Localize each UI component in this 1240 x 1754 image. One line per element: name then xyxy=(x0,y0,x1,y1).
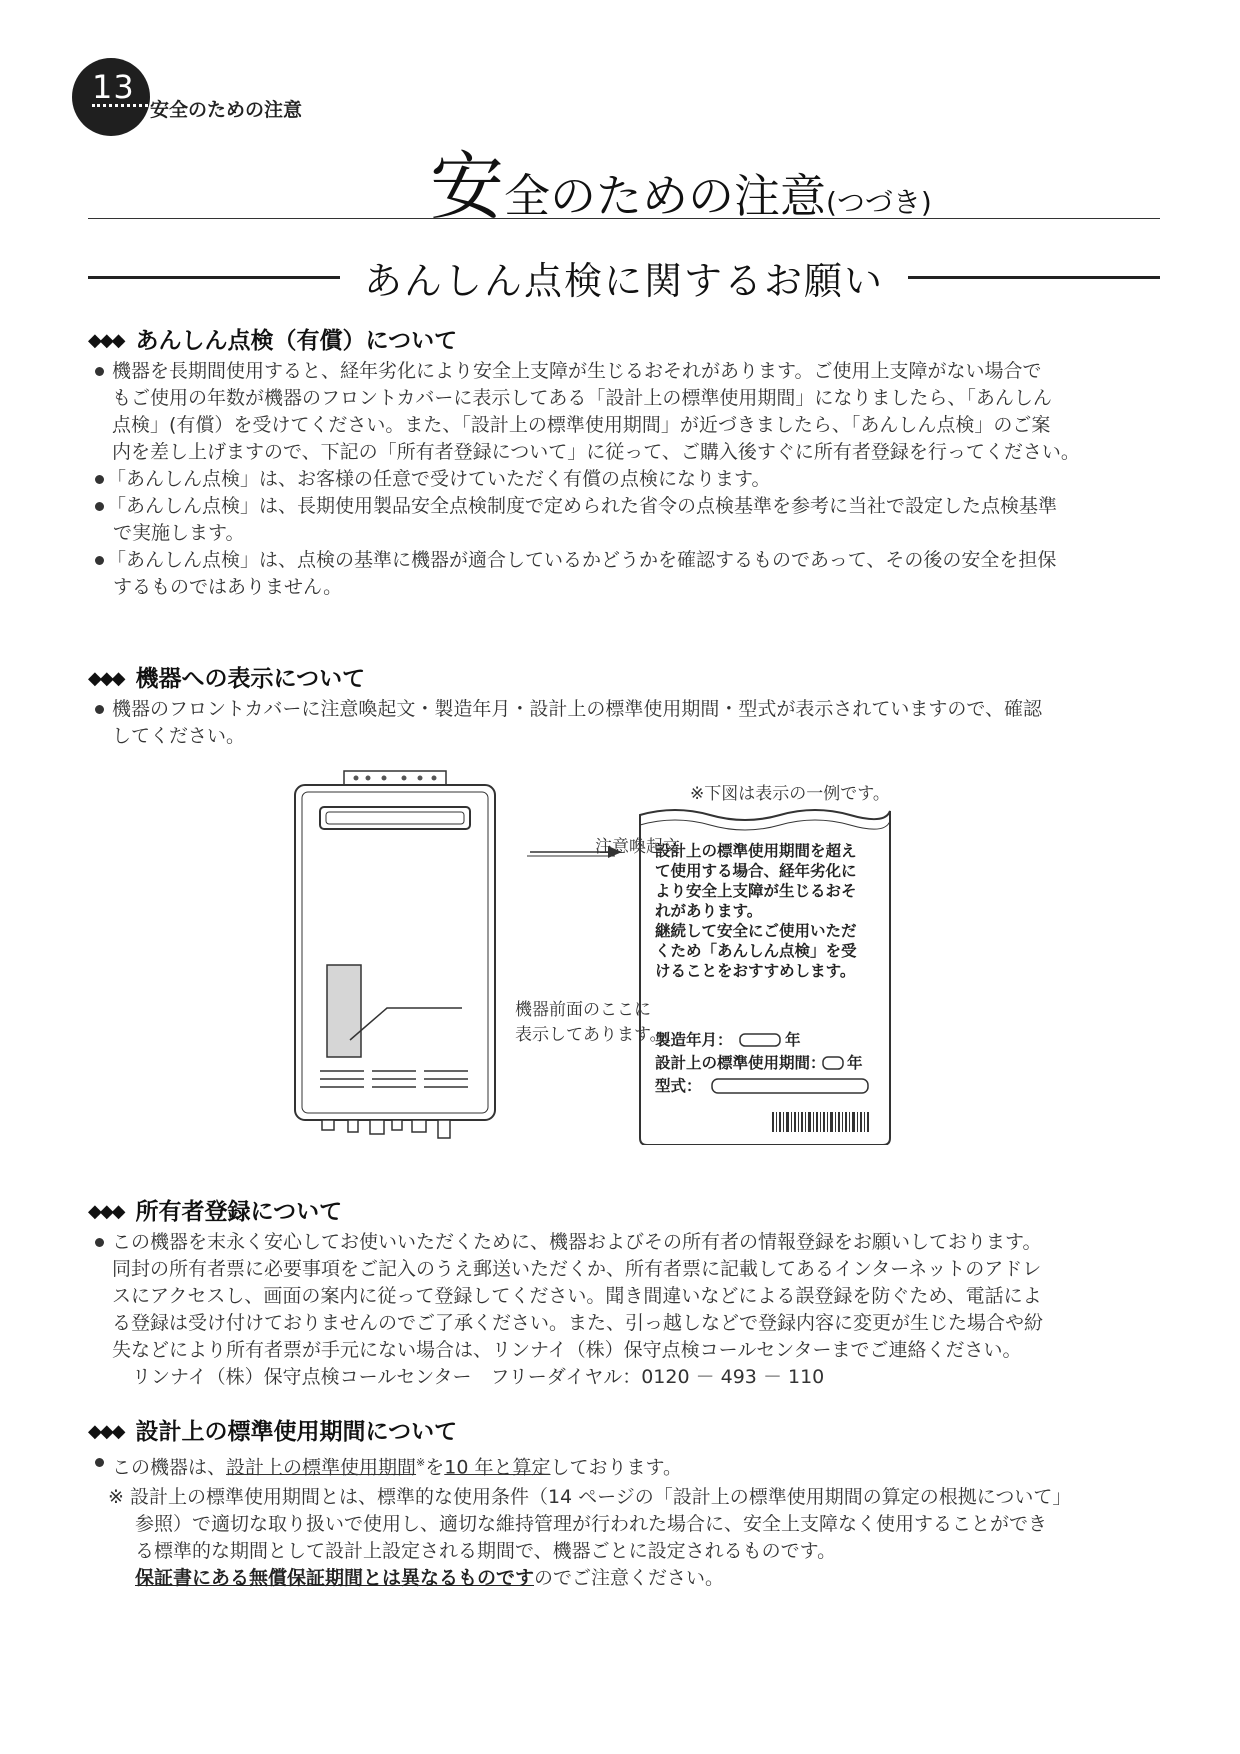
title-continued: (つづき) xyxy=(826,186,932,219)
label-usage-period: 設計上の標準使用期間： xyxy=(655,1054,826,1072)
page-number: 13 xyxy=(92,68,135,106)
bullet-item: 「あんしん点検」は、お客様の任意で受けていただく有償の点検になります。 xyxy=(95,466,1165,493)
call-center-contact: リンナイ（株）保守点検コールセンター フリーダイヤル：0120 － 493 － 110 xyxy=(132,1366,825,1388)
subheading-standard-usage-period: ◆◆◆ 設計上の標準使用期間について xyxy=(88,1419,458,1445)
label-mfg-date: 製造年月： xyxy=(655,1031,733,1049)
bullet-icon xyxy=(95,1238,104,1247)
diamond-bullets-icon: ◆◆◆ xyxy=(88,1421,124,1442)
subheading-owner-registration: ◆◆◆ 所有者登録について xyxy=(88,1199,343,1225)
title-underline xyxy=(88,218,1160,219)
main-heading-text: あんしん点検に関するお願い xyxy=(364,258,885,303)
diamond-bullets-icon: ◆◆◆ xyxy=(88,330,124,351)
bullet-icon xyxy=(95,556,104,565)
label-year-unit: 年 xyxy=(785,1031,801,1049)
barcode-icon xyxy=(772,1112,869,1132)
heading-rule-right xyxy=(908,276,1160,279)
label-year-unit: 年 xyxy=(847,1054,863,1072)
main-heading xyxy=(88,252,1160,302)
diamond-bullets-icon: ◆◆◆ xyxy=(88,1201,124,1222)
bullet-icon xyxy=(95,367,104,376)
running-header: 安全のための注意 xyxy=(150,99,303,121)
title-main: 全のための注意 xyxy=(504,169,826,223)
bullet-item: 機器を長期間使用すると、経年劣化により安全上支障が生じるおそれがあります。ご使用上支障がない場合で もご使用の年数が機器のフロントカバーに表示してある「設計上の標準使用期間」になりましたら、「あんしん 点検」(有償）を受けてください。また、「設計上の標準使用期間」が近づきましたら、「あんしん点検」のご案 内を差し上げますので、下記の「所有者登録について」に従って、ご購入後すぐに所有者登録を行ってください。 xyxy=(95,358,1165,466)
warranty-difference-note: 保証書にある無償保証期間とは異なるものです xyxy=(135,1567,535,1589)
bullet-item: この機器は、設計上の標準使用期間※を10 年と算定しております。 xyxy=(95,1449,1165,1481)
heading-rule-left xyxy=(88,276,340,279)
usage-period-footnote: ※ 設計上の標準使用期間とは、標準的な使用条件（14 ページの「設計上の標準使用期間の算定の根拠について」 参照）で適切な取り扱いで使用し、適切な維持管理が行われた場合に、安全上支障なく使用することができ る標準的な期間として設計上設定される期間で、機器ごとに設定されるものです。 保証書にある無償保証期間とは異なるものですのでご注意ください。 xyxy=(108,1486,1072,1589)
water-heater-illustration xyxy=(280,765,1020,1145)
bullet-icon xyxy=(95,475,104,484)
title-initial: 安 xyxy=(430,144,504,230)
page-badge-dots xyxy=(92,104,148,107)
bullet-icon xyxy=(95,1458,104,1467)
display-location-diagram xyxy=(280,765,1020,1145)
example-note: ※下図は表示の一例です。 xyxy=(690,784,890,804)
bullet-item: 「あんしん点検」は、長期使用製品安全点検制度で定められた省令の点検基準を参考に当社で設定した点検基準 で実施します。 xyxy=(95,493,1165,547)
label-model: 型式： xyxy=(655,1077,702,1095)
front-location-note: 機器前面のここに 表示してあります。 xyxy=(515,1000,667,1045)
bullet-item: 「あんしん点検」は、点検の基準に機器が適合しているかどうかを確認するものであって、その後の安全を担保 するものではありません。 xyxy=(95,547,1165,601)
subheading-anshin-check: ◆◆◆ あんしん点検（有償）について xyxy=(88,328,458,354)
bullet-icon xyxy=(95,502,104,511)
bullet-icon xyxy=(95,705,104,714)
label-warning-text: 設計上の標準使用期間を超え て使用する場合、経年劣化に より安全上支障が生じるおそ れがあります。 継続して安全にご使用いただ くため「あんしん点検」を受 けることをおすすめします。 xyxy=(655,842,857,980)
diamond-bullets-icon: ◆◆◆ xyxy=(88,668,124,689)
bullet-item: この機器を末永く安心してお使いいただくために、機器およびその所有者の情報登録をお願いしております。 同封の所有者票に必要事項をご記入のうえ郵送いただくか、所有者票に記載してあるインターネットのアドレ スにアクセスし、画面の案内に従って登録してください。聞き間違いなどによる誤登録を防ぐため、電話によ る登録は受け付けておりませんのでご了承ください。また、引っ越しなどで登録内容に変更が生じた場合や紛 失などにより所有者票が手元にない場合は、リンナイ（株）保守点検コールセンターまでご連絡ください。 リンナイ（株）保守点検コールセンター フリーダイヤル：0120 － 493 － 110 xyxy=(95,1229,1170,1391)
callout-label: 注意喚起文 xyxy=(595,837,680,857)
bullet-item: 機器のフロントカバーに注意喚起文・製造年月・設計上の標準使用期間・型式が表示されていますので、確認 してください。 xyxy=(95,696,1165,750)
subheading-device-display: ◆◆◆ 機器への表示について xyxy=(88,666,366,692)
